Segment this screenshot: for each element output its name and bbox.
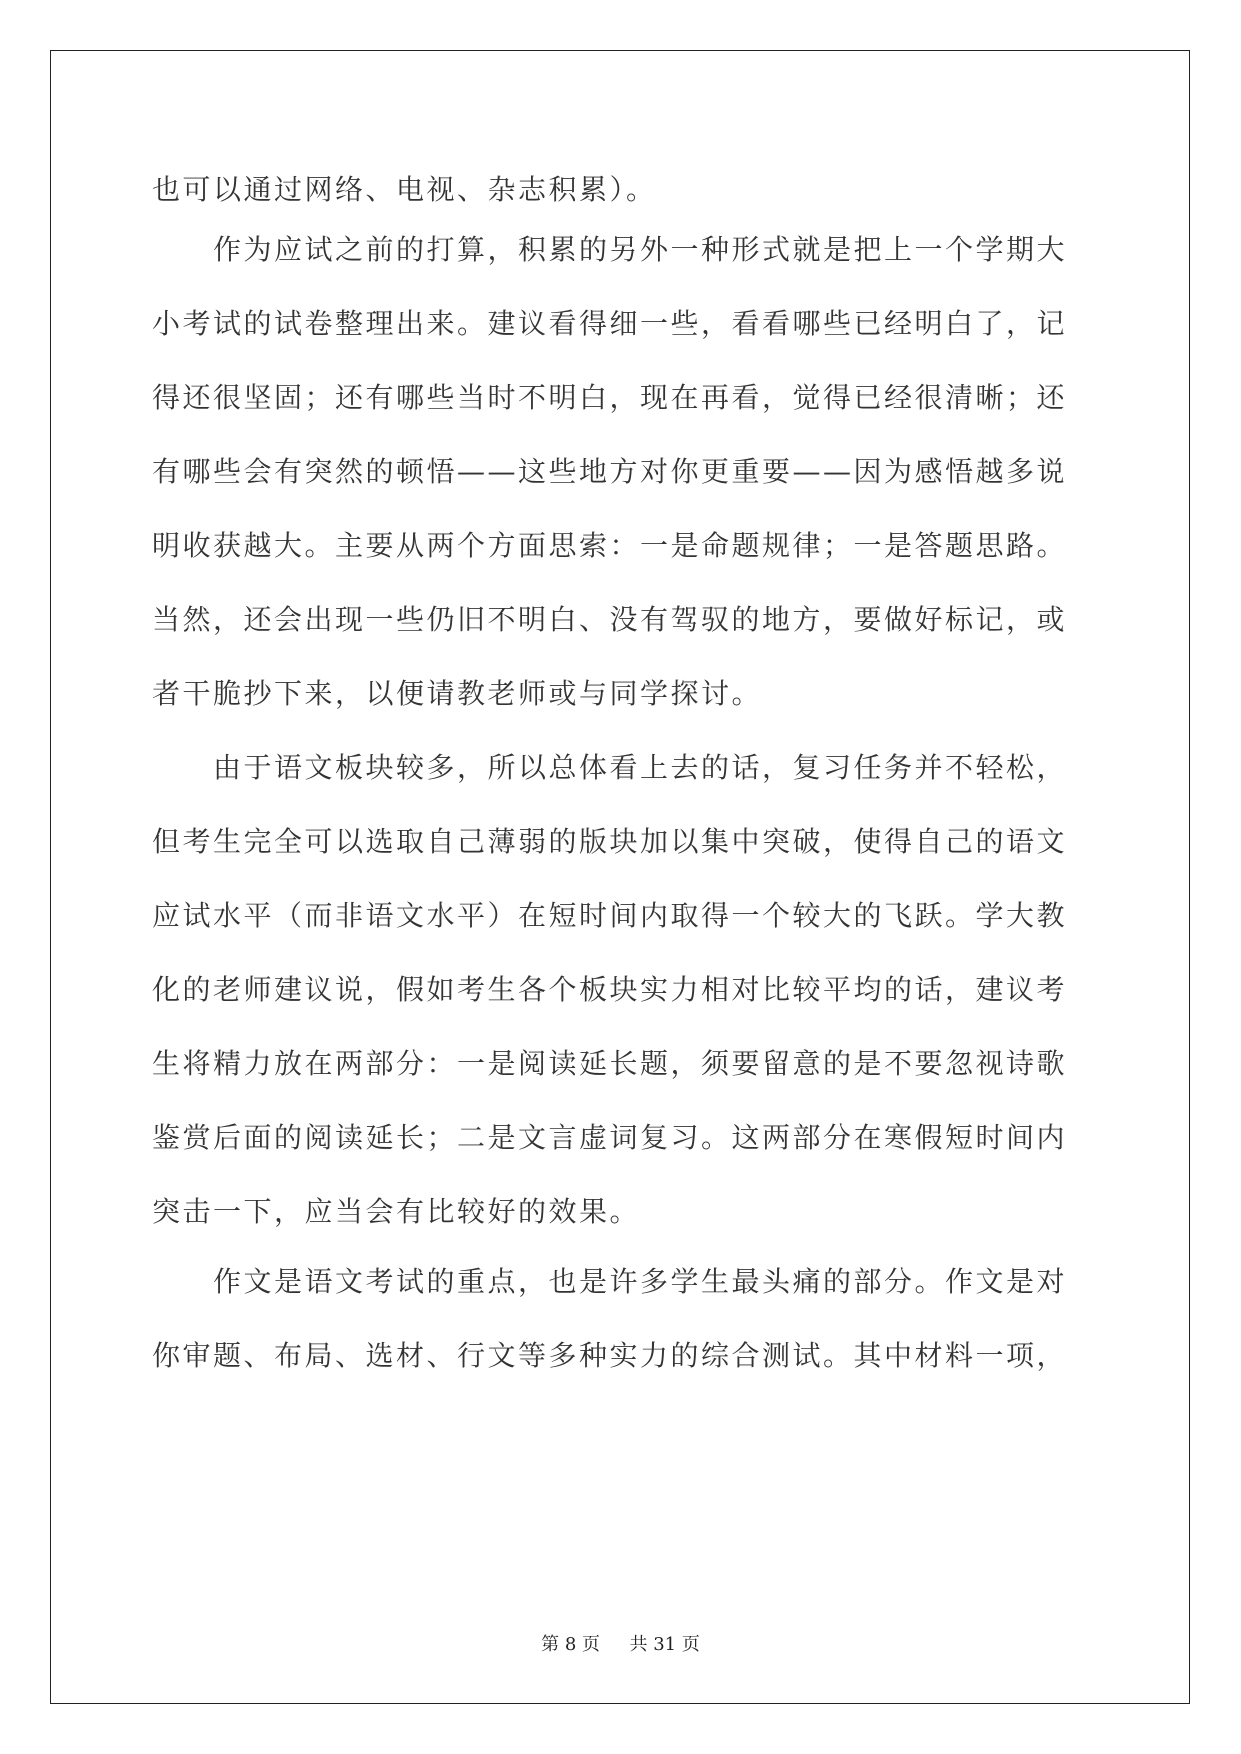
text-line: 明收获越大。主要从两个方面思索：一是命题规律；一是答题思路。 bbox=[152, 529, 1068, 562]
text-line: 作为应试之前的打算，积累的另外一种形式就是把上一个学期大 bbox=[152, 233, 1068, 266]
text-line: 也可以通过网络、电视、杂志积累）。 bbox=[152, 173, 657, 206]
page-total: 共 31 页 bbox=[629, 1634, 700, 1655]
text-line: 由于语文板块较多，所以总体看上去的话，复习任务并不轻松， bbox=[152, 751, 1068, 784]
text-line: 小考试的试卷整理出来。建议看得细一些，看看哪些已经明白了，记 bbox=[152, 307, 1068, 340]
text-line: 作文是语文考试的重点，也是许多学生最头痛的部分。作文是对 bbox=[152, 1265, 1068, 1298]
text-line: 化的老师建议说，假如考生各个板块实力相对比较平均的话，建议考 bbox=[152, 973, 1068, 1006]
page-border bbox=[50, 50, 1190, 1704]
text-line: 但考生完全可以选取自己薄弱的版块加以集中突破，使得自己的语文 bbox=[152, 825, 1068, 858]
text-line: 鉴赏后面的阅读延长；二是文言虚词复习。这两部分在寒假短时间内 bbox=[152, 1121, 1068, 1154]
text-line: 生将精力放在两部分：一是阅读延长题，须要留意的是不要忽视诗歌 bbox=[152, 1047, 1068, 1080]
text-line: 应试水平（而非语文水平）在短时间内取得一个较大的飞跃。学大教 bbox=[152, 899, 1068, 932]
text-line: 你审题、布局、选材、行文等多种实力的综合测试。其中材料一项， bbox=[152, 1339, 1068, 1372]
text-line: 突击一下，应当会有比较好的效果。 bbox=[152, 1195, 641, 1228]
text-line: 当然，还会出现一些仍旧不明白、没有驾驭的地方，要做好标记，或 bbox=[152, 603, 1068, 636]
text-line: 得还很坚固；还有哪些当时不明白，现在再看，觉得已经很清晰；还 bbox=[152, 381, 1068, 414]
text-line: 者干脆抄下来，以便请教老师或与同学探讨。 bbox=[152, 677, 763, 710]
text-line: 有哪些会有突然的顿悟——这些地方对你更重要——因为感悟越多说 bbox=[152, 455, 1068, 488]
page-number: 第 8 页 bbox=[541, 1634, 601, 1655]
page-footer bbox=[0, 1630, 1241, 1656]
